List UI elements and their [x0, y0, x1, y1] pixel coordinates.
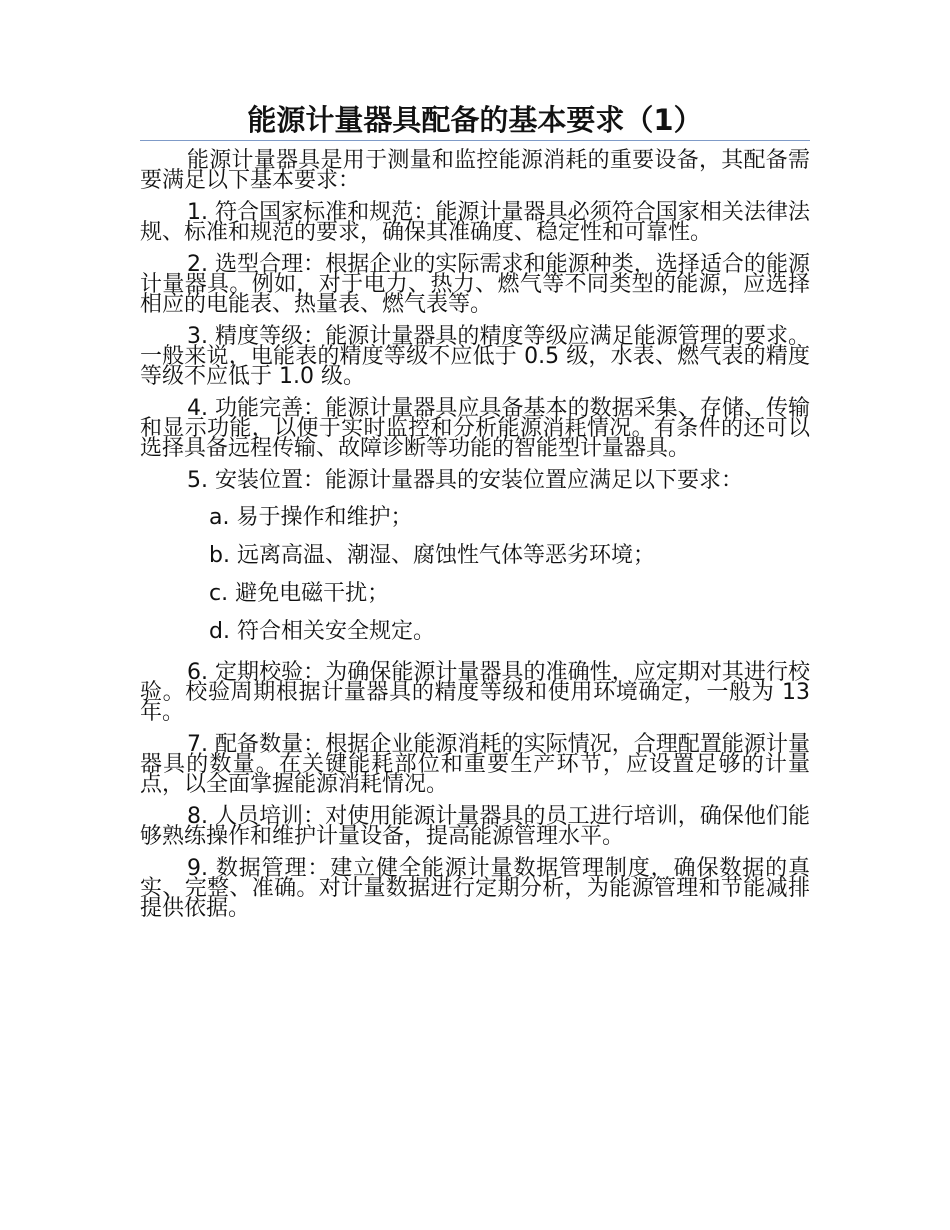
item-installation: 5. 安装位置：能源计量器具的安装位置应满足以下要求： [187, 468, 743, 493]
sub-item-b: b. 远离高温、潮湿、腐蚀性气体等恶劣环境； [209, 543, 655, 568]
item-calibration: 6. 定期校验：为确保能源计量器具的准确性，应定期对其进行校验。校验周期根据计量器具的精度等级和使用环境确定，一般为 13 年。 [140, 660, 810, 725]
item-standards: 1. 符合国家标准和规范：能源计量器具必须符合国家相关法律法规、标准和规范的要求，确保其准确度、稳定性和可靠性。 [140, 200, 810, 245]
item-training: 8. 人员培训：对使用能源计量器具的员工进行培训，确保他们能够熟练操作和维护计量设备，提高能源管理水平。 [140, 804, 810, 849]
item-functions: 4. 功能完善：能源计量器具应具备基本的数据采集、存储、传输和显示功能，以便于实时监控和分析能源消耗情况。有条件的还可以选择具备远程传输、故障诊断等功能的智能型计量器具。 [140, 396, 810, 461]
sub-item-a: a. 易于操作和维护； [209, 505, 413, 530]
document-page [140, 100, 810, 931]
item-data-management: 9. 数据管理：建立健全能源计量数据管理制度，确保数据的真实、完整、准确。对计量数据进行定期分析，为能源管理和节能减排提供依据。 [140, 856, 810, 921]
item-selection: 2. 选型合理：根据企业的实际需求和能源种类，选择适合的能源计量器具。例如，对于电力、热力、燃气等不同类型的能源，应选择相应的电能表、热量表、燃气表等。 [140, 252, 810, 317]
item-quantity: 7. 配备数量：根据企业能源消耗的实际情况，合理配置能源计量器具的数量。在关键能耗部位和重要生产环节，应设置足够的计量点，以全面掌握能源消耗情况。 [140, 732, 810, 797]
intro-paragraph: 能源计量器具是用于测量和监控能源消耗的重要设备，其配备需要满足以下基本要求： [140, 148, 810, 193]
document-title: 能源计量器具配备的基本要求（1） [140, 100, 810, 141]
item-accuracy: 3. 精度等级：能源计量器具的精度等级应满足能源管理的要求。一般来说，电能表的精度等级不应低于 0.5 级，水表、燃气表的精度等级不应低于 1.0 级。 [140, 324, 810, 389]
sub-item-d: d. 符合相关安全规定。 [209, 619, 435, 644]
sub-item-c: c. 避免电磁干扰； [209, 581, 390, 606]
